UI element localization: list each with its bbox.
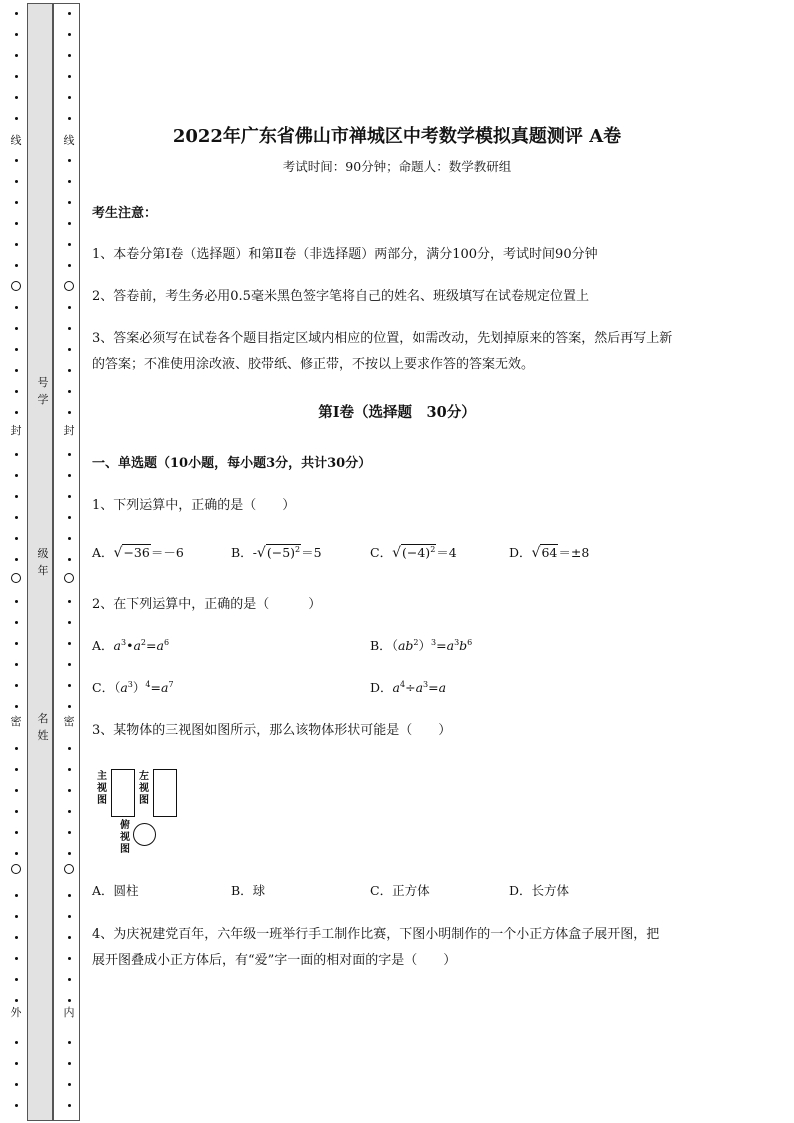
name-field: 名 姓 — [37, 712, 49, 742]
binding-dot — [68, 390, 71, 393]
binding-dot — [68, 201, 71, 204]
question-2-option-d[interactable]: D．$a^4\div a^3=a$ — [370, 679, 447, 695]
binding-dot — [68, 684, 71, 687]
binding-dot — [15, 747, 18, 750]
binding-dot — [15, 453, 18, 456]
binding-dot — [15, 852, 18, 855]
seal-mark-line-inner: 线 — [63, 134, 75, 147]
binding-dot — [68, 789, 71, 792]
binding-dot — [68, 1041, 71, 1044]
binding-dot — [15, 306, 18, 309]
binding-dot — [68, 495, 71, 498]
binding-dot — [68, 936, 71, 939]
question-3-option-c[interactable]: C．正方体 — [370, 883, 430, 898]
binding-dot — [15, 642, 18, 645]
seal-mark-outer: 外 — [10, 1006, 22, 1019]
binding-dot — [68, 1083, 71, 1086]
binding-dot — [15, 495, 18, 498]
binding-dot — [15, 810, 18, 813]
binding-dot — [68, 957, 71, 960]
binding-dot — [15, 978, 18, 981]
binding-dot — [68, 621, 71, 624]
question-1-option-c[interactable]: C．$√(-4)^2=4$ — [370, 544, 457, 561]
part-heading: 一、单选题（10小题，每小题3分，共计30分） — [92, 456, 372, 471]
binding-dot — [68, 306, 71, 309]
binding-dot — [68, 642, 71, 645]
question-1-stem: 1、下列运算中，正确的是（ ） — [92, 498, 296, 513]
front-view-rect — [111, 769, 135, 817]
binding-dot — [68, 663, 71, 666]
notice-heading: 考生注意： — [92, 206, 158, 221]
notice-item: 1、本卷分第I卷（选择题）和第Ⅱ卷（非选择题）两部分，满分100分，考试时间90分钟 — [92, 247, 598, 262]
section-title: 第I卷（选择题 30分） — [318, 404, 476, 421]
binding-dot — [15, 54, 18, 57]
seal-mark-seal: 封 — [10, 424, 22, 437]
binding-dot — [15, 1062, 18, 1065]
binding-dot — [68, 747, 71, 750]
binding-hole-icon — [11, 864, 21, 874]
binding-dot — [15, 705, 18, 708]
question-3-option-d[interactable]: D．长方体 — [509, 883, 570, 898]
seal-mark-secret-inner: 密 — [63, 715, 75, 728]
question-2-option-a[interactable]: A．$a^3•a^2=a^6$ — [92, 637, 170, 653]
binding-dot — [15, 516, 18, 519]
binding-dot — [15, 1104, 18, 1107]
student-number-field: 号 学 — [37, 376, 49, 406]
notice-item: 3、答案必须写在试卷各个题目指定区域内相应的位置，如需改动，先划掉原来的答案，然后再写上新 — [92, 331, 673, 346]
question-1-option-a[interactable]: A．√−36＝－6 — [92, 545, 184, 561]
binding-dot — [15, 201, 18, 204]
binding-dot — [68, 243, 71, 246]
binding-dot — [68, 54, 71, 57]
notice-item: 2、答卷前，考生务必用0.5毫米黑色签字笔将自己的姓名、班级填写在试卷规定位置上 — [92, 289, 589, 304]
top-view-label: 俯 视 图 — [120, 820, 130, 855]
binding-hole-icon — [64, 864, 74, 874]
binding-dot — [15, 684, 18, 687]
binding-dot — [68, 1104, 71, 1107]
binding-dot — [68, 558, 71, 561]
question-4-stem: 展开图叠成小正方体后，有“爱”字一面的相对面的字是（ ） — [92, 953, 457, 968]
binding-dot — [68, 180, 71, 183]
question-3-option-a[interactable]: A．圆柱 — [92, 883, 139, 898]
binding-dot — [68, 537, 71, 540]
binding-dot — [68, 453, 71, 456]
seal-mark-inner: 内 — [63, 1006, 75, 1019]
binding-dot — [68, 915, 71, 918]
binding-dot — [15, 621, 18, 624]
binding-dot — [15, 999, 18, 1002]
binding-dot — [68, 33, 71, 36]
binding-dot — [68, 117, 71, 120]
binding-dot — [68, 768, 71, 771]
binding-dot — [15, 264, 18, 267]
binding-dot — [15, 390, 18, 393]
binding-dot — [68, 516, 71, 519]
seal-mark-line: 线 — [10, 134, 22, 147]
question-2-option-b[interactable]: B．$(ab^2)^3=a^3b^6$ — [370, 637, 473, 653]
binding-dot — [15, 180, 18, 183]
binding-dot — [15, 33, 18, 36]
binding-dot — [15, 474, 18, 477]
binding-dot — [15, 558, 18, 561]
binding-dot — [68, 369, 71, 372]
three-view-figure — [92, 765, 192, 860]
binding-dot — [68, 600, 71, 603]
binding-dot — [68, 852, 71, 855]
binding-dot — [15, 915, 18, 918]
binding-dot — [15, 831, 18, 834]
binding-dot — [15, 96, 18, 99]
binding-dot — [15, 663, 18, 666]
binding-dot — [15, 789, 18, 792]
binding-dot — [15, 957, 18, 960]
side-view-label: 左 视 图 — [139, 771, 149, 806]
binding-dot — [15, 222, 18, 225]
binding-dot — [68, 894, 71, 897]
binding-hole-icon — [64, 281, 74, 291]
front-view-label: 主 视 图 — [97, 771, 107, 806]
binding-dot — [68, 831, 71, 834]
binding-dot — [68, 1062, 71, 1065]
side-view-rect — [153, 769, 177, 817]
binding-dot — [15, 1083, 18, 1086]
binding-dot — [15, 600, 18, 603]
seal-mark-seal-inner: 封 — [63, 424, 75, 437]
binding-dot — [68, 96, 71, 99]
binding-hole-icon — [11, 573, 21, 583]
exam-subtitle: 考试时间：90分钟；命题人：数学教研组 — [282, 159, 512, 174]
binding-dot — [68, 810, 71, 813]
question-2-stem: 2、在下列运算中，正确的是（ ） — [92, 597, 322, 612]
question-3-stem: 3、某物体的三视图如图所示，那么该物体形状可能是（ ） — [92, 723, 452, 738]
binding-dot — [15, 369, 18, 372]
binding-dot — [68, 222, 71, 225]
binding-dot — [15, 768, 18, 771]
binding-dot — [15, 117, 18, 120]
binding-dot — [15, 75, 18, 78]
question-3-option-b[interactable]: B．球 — [231, 883, 266, 898]
binding-dot — [68, 705, 71, 708]
binding-dot — [68, 348, 71, 351]
binding-dot — [68, 12, 71, 15]
binding-dot — [15, 327, 18, 330]
seal-mark-secret: 密 — [10, 715, 22, 728]
exam-title: 2022年广东省佛山市禅城区中考数学模拟真题测评 A卷 — [172, 126, 622, 147]
binding-dot — [15, 936, 18, 939]
top-view-circle — [133, 823, 156, 846]
binding-dot — [68, 264, 71, 267]
binding-dot — [15, 12, 18, 15]
binding-dot — [68, 474, 71, 477]
question-1-option-d[interactable]: D．√64＝±8 — [509, 545, 590, 561]
question-4-stem: 4、为庆祝建党百年，六年级一班举行手工制作比赛，下图小明制作的一个小正方体盒子展开图，把 — [92, 927, 660, 942]
binding-dot — [68, 978, 71, 981]
binding-dot — [15, 348, 18, 351]
binding-dot — [68, 999, 71, 1002]
binding-dot — [15, 894, 18, 897]
binding-dot — [15, 1041, 18, 1044]
binding-dot — [15, 537, 18, 540]
question-2-option-c[interactable]: C．$(a^3)^4=a^7$ — [92, 679, 174, 695]
binding-hole-icon — [11, 281, 21, 291]
binding-dot — [15, 243, 18, 246]
class-field: 级 年 — [37, 547, 49, 577]
binding-dot — [68, 75, 71, 78]
binding-dot — [68, 327, 71, 330]
binding-hole-icon — [64, 573, 74, 583]
question-1-option-b[interactable]: B．$-√(-5)^2=5$ — [231, 544, 322, 561]
notice-item: 的答案；不准使用涂改液、胶带纸、修正带，不按以上要求作答的答案无效。 — [92, 357, 535, 372]
